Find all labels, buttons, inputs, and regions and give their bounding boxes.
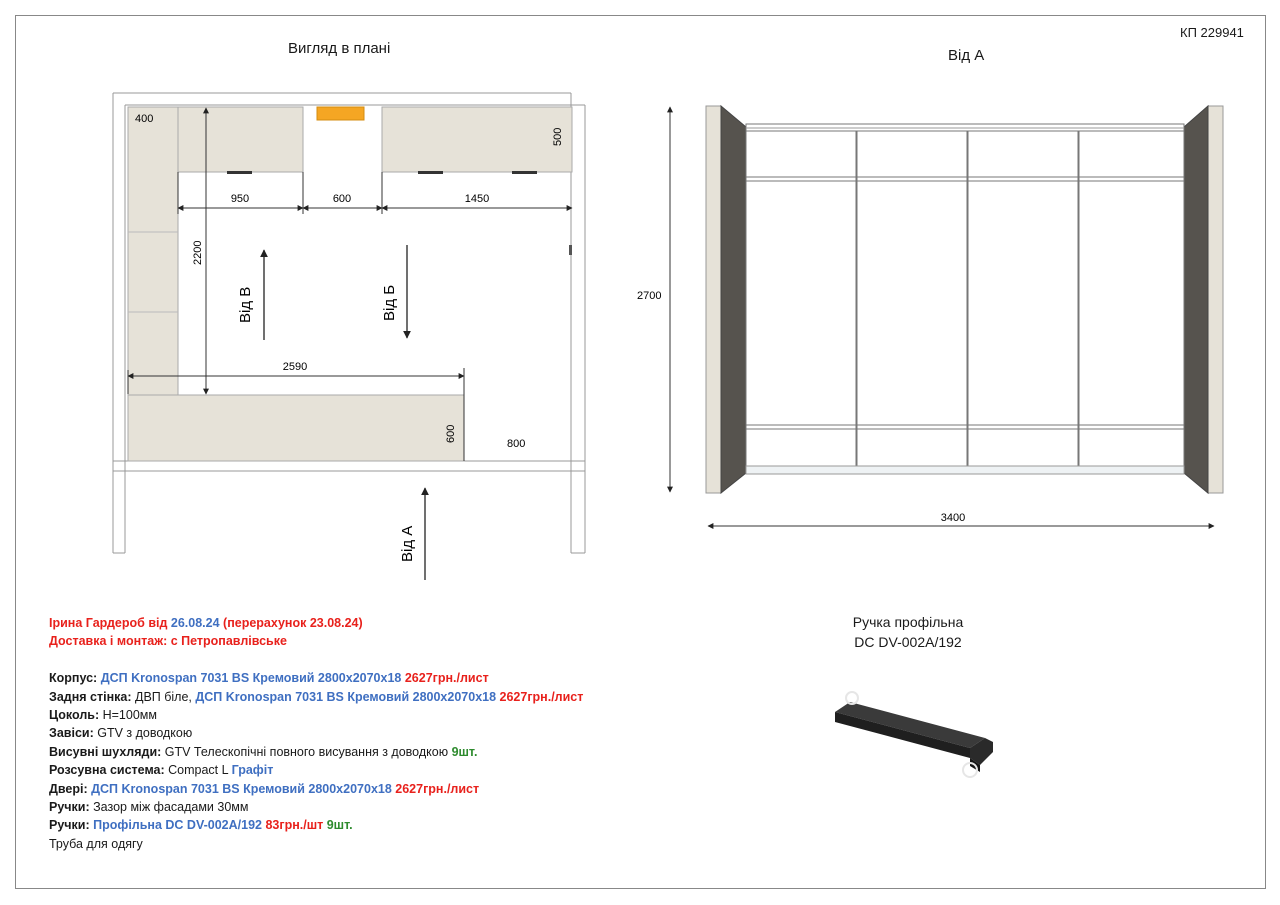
dim-2200: 2200: [192, 240, 204, 265]
dim-500: 500: [552, 127, 564, 146]
spec-header-1: Ірина Гардероб від 26.08.24 (перерахунок 23.08.24): [49, 616, 363, 630]
right-dark-side: [1184, 106, 1208, 493]
plan-view-drawing: [0, 0, 640, 600]
right-wall-panel: [1208, 106, 1223, 493]
view-b-label: Від Б: [381, 284, 398, 321]
bottom-cabinet: [128, 395, 464, 461]
spec-block: [49, 614, 583, 853]
dim-800: 800: [507, 438, 526, 450]
window-marker: [317, 107, 364, 120]
document-number: КП 229941: [1180, 25, 1244, 40]
width-dim: 3400: [940, 512, 966, 524]
view-a-label: Від А: [399, 525, 416, 562]
spec-hinges: Завіси: GTV з доводкою: [49, 726, 193, 741]
spec-rail: Труба для одягу: [49, 836, 143, 851]
dim-600-top: 600: [332, 193, 352, 205]
spec-korpus: Корпус: ДСП Kronospan 7031 BS Кремовий 2800х2070х18 2627грн./лист: [49, 671, 489, 686]
spec-header-2: Доставка і монтаж: с Петропавлівське: [49, 634, 287, 649]
dim-950: 950: [230, 193, 250, 205]
view-v-label: Від В: [237, 286, 254, 323]
spec-handles-profile: Ручки: Профільна DC DV-002A/192 83грн./шт 9шт.: [49, 818, 353, 833]
elevation-drawing: [637, 0, 1270, 600]
handle-title: [808, 612, 1008, 652]
spec-handles-gap: Ручки: Зазор між фасадами 30мм: [49, 800, 249, 815]
spec-plinth: Цоколь: Н=100мм: [49, 708, 157, 723]
handle-mark: [569, 245, 572, 255]
handle-mark: [512, 171, 537, 174]
handle-mark: [227, 171, 252, 174]
handle-title-line2: DC DV-002A/192: [854, 634, 962, 650]
height-dim: 2700: [637, 290, 662, 302]
dim-400: 400: [135, 113, 154, 125]
dim-600-side: 600: [445, 424, 457, 443]
dim-1450: 1450: [464, 193, 490, 205]
plinth: [746, 466, 1184, 474]
spec-doors: Двері: ДСП Kronospan 7031 BS Кремовий 2800х2070х18 2627грн./лист: [49, 781, 480, 796]
top-left-cabinet: [178, 107, 303, 172]
spec-drawers: Висувні шухляди: GTV Телескопічні повного висування з доводкою 9шт.: [49, 744, 478, 759]
spec-sliding-system: Розсувна система: Compact L Графіт: [49, 763, 274, 778]
elevation-view-title: Від А: [948, 47, 985, 64]
dim-2590: 2590: [282, 361, 308, 373]
handle-title-line1: Ручка профільна: [852, 614, 964, 630]
handle-mark: [418, 171, 443, 174]
plan-view-title: Вигляд в плані: [288, 40, 391, 57]
left-cabinet-column: [128, 107, 178, 395]
top-right-cabinet: [382, 107, 572, 172]
handle-image: [820, 680, 1010, 790]
spec-back-wall: Задня стінка: ДВП біле, ДСП Kronospan 7031 BS Кремовий 2800х2070х18 2627грн./лист: [49, 689, 584, 704]
left-dark-side: [721, 106, 746, 493]
left-wall-panel: [706, 106, 721, 493]
